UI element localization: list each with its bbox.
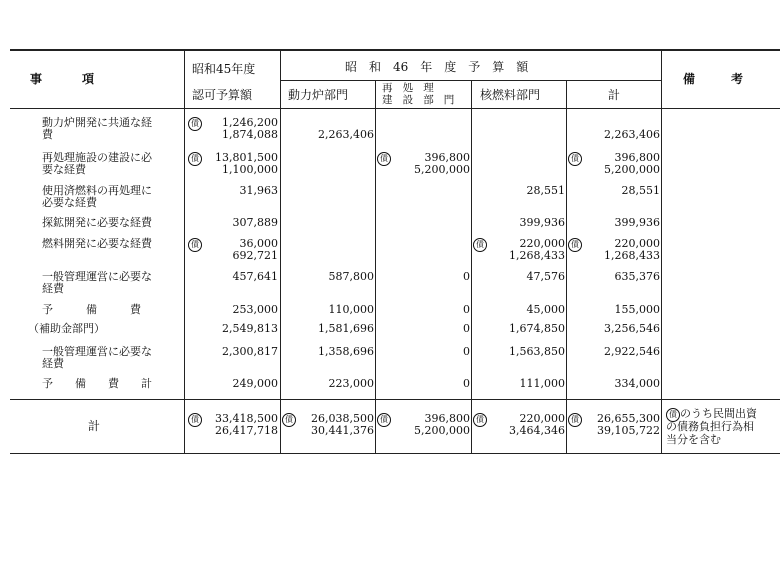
row4-kaku: 399,936 [519, 216, 565, 229]
header-bottom-border [10, 108, 780, 109]
total-kaku-line2: 3,464,346 [509, 424, 565, 437]
row6-saishori: 0 [463, 270, 470, 283]
row3-v45: 31,963 [239, 184, 278, 197]
saimu-mark-icon: 債 [473, 413, 487, 427]
row6-label-line2: 経費 [42, 282, 64, 295]
row2-v45-line2: 1,100,000 [222, 163, 278, 176]
row2-kei-line1: 396,800 [614, 151, 660, 164]
row5-v45-line2: 692,721 [232, 249, 278, 262]
saimu-mark-icon: 債 [666, 408, 680, 422]
row9-doryokuro: 1,358,696 [318, 345, 374, 358]
total-top-border [10, 399, 780, 400]
row9-saishori: 0 [463, 345, 470, 358]
row10-saishori: 0 [463, 377, 470, 390]
total-v45-line1: 33,418,500 [215, 412, 278, 425]
header-s45-line2: 認可予算額 [192, 88, 253, 102]
row1-label-line2: 費 [42, 128, 53, 141]
row7-kaku: 45,000 [526, 303, 565, 316]
header-saishori-line2: 建 設 部 門 [382, 94, 455, 106]
col-divider-5 [566, 80, 567, 453]
row2-label-line2: 要な経費 [42, 163, 86, 176]
row9-label-line2: 経費 [42, 357, 64, 370]
row9-kaku: 1,563,850 [509, 345, 565, 358]
header-s46-title: 昭 和 46 年 度 予 算 額 [345, 60, 529, 74]
total-kei-line1: 26,655,300 [597, 412, 660, 425]
row8-doryokuro: 1,581,696 [318, 322, 374, 335]
total-kaku-line1: 220,000 [519, 412, 565, 425]
total-label: 計 [88, 419, 101, 433]
col-divider-1 [184, 50, 185, 453]
row10-v45: 249,000 [232, 377, 278, 390]
row9-kei: 2,922,546 [604, 345, 660, 358]
row2-saishori-line1: 396,800 [424, 151, 470, 164]
saimu-mark-icon: 債 [377, 413, 391, 427]
table-top-border [10, 49, 780, 51]
total-v45-line2: 26,417,718 [215, 424, 278, 437]
col-divider-6 [661, 50, 662, 453]
row4-kei: 399,936 [614, 216, 660, 229]
row6-doryokuro: 587,800 [328, 270, 374, 283]
saimu-mark-icon: 債 [377, 152, 391, 166]
row8-kei: 3,256,546 [604, 322, 660, 335]
row1-label-line1: 動力炉開発に共通な経 [42, 116, 152, 129]
col-divider-2 [280, 50, 281, 453]
row10-kaku: 111,000 [519, 377, 565, 390]
row6-label-line1: 一般管理運営に必要な [42, 270, 152, 283]
saimu-mark-icon: 債 [282, 413, 296, 427]
saimu-mark-icon: 債 [188, 413, 202, 427]
row4-v45: 307,889 [232, 216, 278, 229]
row7-v45: 253,000 [232, 303, 278, 316]
note-line1: のうち民間出資 [680, 407, 757, 420]
row1-doryokuro: 2,263,406 [318, 128, 374, 141]
row8-kaku: 1,674,850 [509, 322, 565, 335]
saimu-mark-icon: 債 [568, 238, 582, 252]
row7-saishori: 0 [463, 303, 470, 316]
row2-saishori-line2: 5,200,000 [414, 163, 470, 176]
saimu-mark-icon: 債 [568, 413, 582, 427]
header-saishori-line1: 再 処 理 [382, 82, 434, 94]
row3-label-line2: 必要な経費 [42, 196, 97, 209]
saimu-mark-icon: 債 [473, 238, 487, 252]
row5-kei-line2: 1,268,433 [604, 249, 660, 262]
row8-label: （補助金部門） [28, 322, 105, 335]
col-divider-3 [375, 80, 376, 453]
table-bottom-border [10, 453, 780, 454]
saimu-mark-icon: 債 [188, 117, 202, 131]
saimu-mark-icon: 債 [188, 152, 202, 166]
row3-kaku: 28,551 [526, 184, 565, 197]
total-saishori-line1: 396,800 [424, 412, 470, 425]
total-doryokuro-line2: 30,441,376 [311, 424, 374, 437]
row5-kaku-line2: 1,268,433 [509, 249, 565, 262]
row1-v45-line2: 1,874,088 [222, 128, 278, 141]
header-doryokuro: 動力炉部門 [288, 88, 349, 102]
row2-v45-line1: 13,801,500 [215, 151, 278, 164]
row3-kei: 28,551 [621, 184, 660, 197]
row8-saishori: 0 [463, 322, 470, 335]
total-saishori-line2: 5,200,000 [414, 424, 470, 437]
note-line3: 当分を含む [666, 433, 721, 446]
row10-kei: 334,000 [614, 377, 660, 390]
header-jikou: 事 項 [30, 72, 96, 86]
saimu-mark-icon: 債 [568, 152, 582, 166]
header-kei: 計 [608, 88, 621, 102]
row5-v45-line1: 36,000 [239, 237, 278, 250]
row1-v45-line1: 1,246,200 [222, 116, 278, 129]
total-kei-line2: 39,105,722 [597, 424, 660, 437]
row7-doryokuro: 110,000 [328, 303, 374, 316]
row3-label-line1: 使用済燃料の再処理に [42, 184, 152, 197]
row4-label: 探鉱開発に必要な経費 [42, 216, 152, 229]
row9-v45: 2,300,817 [222, 345, 278, 358]
row6-v45: 457,641 [232, 270, 278, 283]
total-doryokuro-line1: 26,038,500 [311, 412, 374, 425]
row10-doryokuro: 223,000 [328, 377, 374, 390]
row5-kei-line1: 220,000 [614, 237, 660, 250]
row5-kaku-line1: 220,000 [519, 237, 565, 250]
row2-kei-line2: 5,200,000 [604, 163, 660, 176]
header-kaku: 核燃料部門 [480, 88, 541, 102]
saimu-mark-icon: 債 [188, 238, 202, 252]
row2-label-line1: 再処理施設の建設に必 [42, 151, 152, 164]
header-s45-line1: 昭和45年度 [192, 62, 256, 76]
row6-kei: 635,376 [614, 270, 660, 283]
header-biko: 備 考 [683, 72, 744, 86]
row9-label-line1: 一般管理運営に必要な [42, 345, 152, 358]
row8-v45: 2,549,813 [222, 322, 278, 335]
note-line2: の債務負担行為相 [666, 420, 754, 433]
row1-kei: 2,263,406 [604, 128, 660, 141]
row5-label: 燃料開発に必要な経費 [42, 237, 152, 250]
row7-label: 予 備 費 [42, 303, 141, 316]
row7-kei: 155,000 [614, 303, 660, 316]
col-divider-4 [471, 80, 472, 453]
row6-kaku: 47,576 [526, 270, 565, 283]
row10-label: 予 備 費 計 [42, 377, 152, 390]
